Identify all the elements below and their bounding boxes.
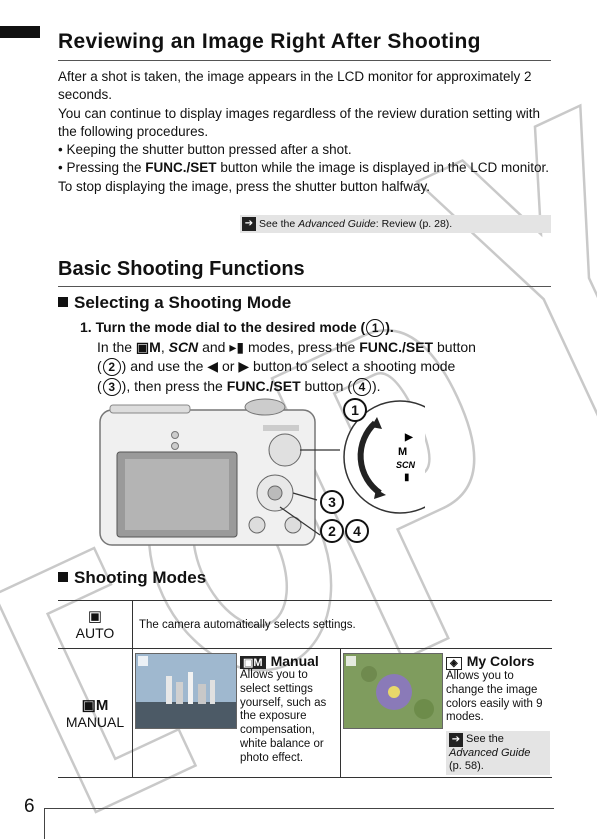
callout-4: 4 (345, 519, 369, 543)
intro-para-2: You can continue to display images regardless of the review duration setting with the following procedures. (58, 105, 541, 139)
section-title: Basic Shooting Functions (58, 258, 305, 280)
page-number: 6 (24, 796, 35, 817)
manual-title: ▣M Manual (240, 653, 338, 669)
square-bullet-icon (58, 297, 68, 307)
bullet-1: • Keeping the shutter button pressed after a shot. (58, 142, 352, 158)
mycolors-reference: ➔ See the Advanced Guide (p. 58). (446, 731, 550, 775)
mycolors-icon: ◈ (446, 657, 462, 670)
bullet-2: • Pressing the FUNC./SET button while the image is displayed in the LCD monitor. (58, 160, 550, 176)
auto-cell (58, 601, 133, 649)
left-arrow-icon: ◀ (207, 358, 219, 374)
arrow-icon: ➔ (449, 733, 463, 747)
square-bullet-icon (58, 572, 68, 582)
svg-text:SCN: SCN (396, 460, 416, 470)
svg-text:▮: ▮ (404, 472, 410, 483)
mycolors-caption (446, 653, 550, 775)
footer-rule (44, 808, 554, 809)
auto-label: AUTO (75, 624, 115, 641)
reference-box: ➔ See the Advanced Guide: Review (p. 28). (240, 215, 551, 233)
subheading-shooting-modes: Shooting Modes (58, 568, 206, 588)
table-row-auto (58, 601, 552, 649)
step-1: 1. Turn the mode dial to the desired mode ( 1 ). In the ▣M, SCN and ▸▮ modes, press the FUNC./SET button ( 2 ) and use the ◀ or ▶ button to select a shooting mode ( 3 ), then press the FUNC./SET button ( 4 ). (80, 319, 476, 394)
camera-back-illustration (95, 395, 425, 550)
page-tab-marker (0, 26, 40, 38)
manual-caption (240, 653, 338, 766)
manual-sample-photo (135, 653, 237, 729)
mycolors-sample-photo (343, 653, 443, 729)
mycolors-desc: Allows you to change the image colors easily with 9 modes. (446, 670, 543, 724)
title-rule (58, 60, 551, 61)
movie-icon: ▸▮ (229, 338, 245, 355)
divider (340, 649, 341, 777)
manual-mode-icon: ▣M (240, 656, 266, 669)
callout-3: 3 (320, 490, 344, 514)
callout-1: 1 (343, 398, 367, 422)
shooting-modes-table (58, 600, 552, 778)
stop-text: To stop displaying the image, press the shutter button halfway. (58, 178, 430, 194)
section-rule (58, 286, 551, 287)
auto-desc: The camera automatically selects settings. (133, 601, 553, 649)
manual-label: MANUAL (65, 714, 125, 730)
camera-m-icon: ▣M (135, 338, 161, 355)
svg-text:M: M (398, 446, 408, 458)
footer-vertical-rule (44, 808, 45, 839)
callout-2: 2 (320, 519, 344, 543)
svg-text:▶: ▶ (405, 432, 413, 443)
mycolors-title: ◈ My Colors (446, 653, 550, 670)
right-arrow-icon: ▶ (238, 358, 250, 374)
page-title: Reviewing an Image Right After Shooting (58, 30, 481, 53)
intro-para-1: After a shot is taken, the image appears in the LCD monitor for approximately 2 seconds. (58, 69, 532, 103)
arrow-icon: ➔ (242, 217, 256, 231)
subheading-selecting-mode: Selecting a Shooting Mode (58, 293, 291, 313)
intro-text (58, 68, 558, 196)
scn-icon: SCN (168, 338, 199, 355)
manual-cell (58, 649, 133, 778)
camera-m-icon: ▣M (81, 697, 109, 714)
manual-desc: Allows you to select settings yourself, such as the exposure compensation, white balance or photo effect. (240, 669, 327, 764)
table-row-manual (58, 649, 552, 778)
manual-detail-cell (133, 649, 553, 778)
camera-icon: ▣ (87, 607, 103, 625)
